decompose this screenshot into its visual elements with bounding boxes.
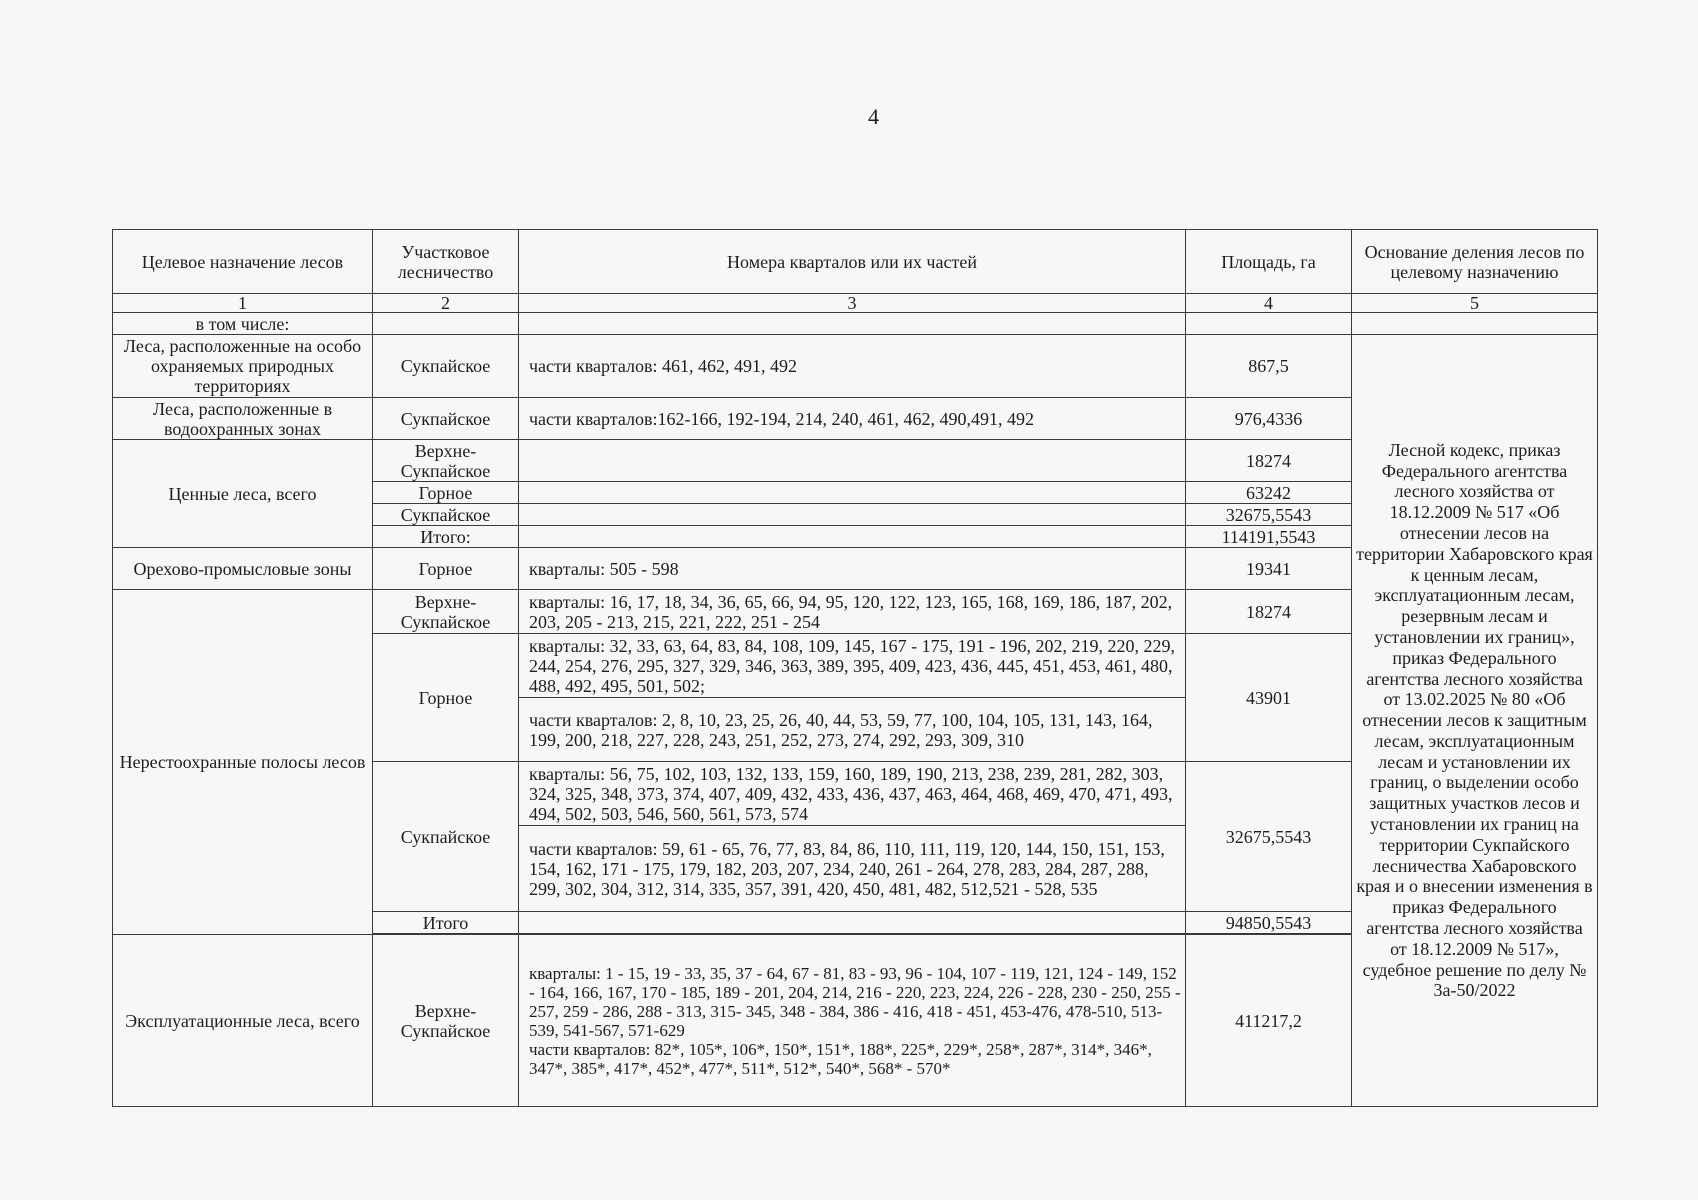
quarter-parts-list: части кварталов: 82*, 105*, 106*, 150*, 151*, 188*, 225*, 229*, 258*, 287*, 314*, 346*, 347*, 385*, 417*, 452*, 477*, 511*, 512*, 540*, 568* - 570* (529, 1039, 1152, 1078)
area-cell: 867,5 (1186, 335, 1352, 398)
purpose-cell: Ценные леса, всего (113, 440, 373, 548)
quarters-cell: части кварталов: 2, 8, 10, 23, 25, 26, 40, 44, 53, 59, 77, 100, 104, 105, 131, 143, 164, 199, 200, 218, 227, 228, 243, 251, 252, 273, 274, 292, 293, 309, 310 (519, 698, 1186, 762)
total-label: Итого: (373, 526, 519, 548)
purpose-cell: Эксплуатационные леса, всего (113, 935, 373, 1107)
area-cell: 18274 (1186, 440, 1352, 482)
col-number: 5 (1352, 294, 1598, 313)
area-cell: 411217,2 (1186, 935, 1352, 1107)
header-row (113, 230, 1598, 294)
purpose-cell: Леса, расположенные в водоохранных зонах (113, 398, 373, 440)
quarters-cell: кварталы: 32, 33, 63, 64, 83, 84, 108, 109, 145, 167 - 175, 191 - 196, 202, 219, 220, 229, 244, 254, 276, 295, 327, 329, 346, 363, 389, 395, 409, 423, 436, 445, 451, 453, 461, 480, 488, 492, 495, 501, 502; (519, 634, 1186, 698)
total-area: 94850,5543 (1186, 912, 1352, 934)
total-area: 114191,5543 (1186, 526, 1352, 548)
column-number-row (113, 294, 1598, 313)
quarters-cell: кварталы: 16, 17, 18, 34, 36, 65, 66, 94, 95, 120, 122, 123, 165, 168, 169, 186, 187, 202, 203, 205 - 213, 215, 221, 222, 251 - 254 (519, 590, 1186, 634)
forestry-cell: Сукпайское (373, 504, 519, 526)
header-quarters: Номера кварталов или их частей (519, 230, 1186, 294)
quarters-cell: части кварталов:162-166, 192-194, 214, 240, 461, 462, 490,491, 492 (519, 398, 1186, 440)
quarters-cell: части кварталов: 59, 61 - 65, 76, 77, 83, 84, 86, 110, 111, 119, 120, 144, 150, 151, 153, 154, 162, 171 - 175, 179, 182, 203, 207, 234, 240, 261 - 264, 278, 283, 284, 287, 288, 299, 302, 304, 312, 314, 335, 357, 391, 420, 450, 481, 482, 512,521 - 528, 535 (519, 826, 1186, 912)
area-cell: 19341 (1186, 548, 1352, 590)
forestry-cell: Сукпайское (373, 762, 519, 912)
header-area: Площадь, га (1186, 230, 1352, 294)
page-number: 4 (868, 104, 879, 129)
including-label: в том числе: (113, 313, 373, 335)
area-cell: 63242 (1186, 482, 1352, 504)
quarters-cell: кварталы: 56, 75, 102, 103, 132, 133, 159, 160, 189, 190, 213, 238, 239, 281, 282, 303, 324, 325, 348, 373, 374, 407, 409, 432, 433, 436, 437, 463, 464, 468, 469, 470, 471, 493, 494, 502, 503, 546, 560, 561, 573, 574 (519, 762, 1186, 826)
purpose-cell: Нерестоохранные полосы лесов (113, 590, 373, 935)
total-label: Итого (373, 912, 519, 934)
area-cell: 43901 (1186, 634, 1352, 762)
purpose-cell: Орехово-промысловые зоны (113, 548, 373, 590)
col-number: 2 (373, 294, 519, 313)
header-forestry: Участковое лесничество (373, 230, 519, 294)
quarters-cell: части кварталов: 461, 462, 491, 492 (519, 335, 1186, 398)
header-purpose: Целевое назначение лесов (113, 230, 373, 294)
quarters-cell (519, 935, 1186, 1107)
table-row (113, 335, 1598, 398)
area-cell: 976,4336 (1186, 398, 1352, 440)
forestry-cell: Горное (373, 548, 519, 590)
forestry-cell: Верхне-Сукпайское (373, 935, 519, 1107)
quarters-cell: кварталы: 505 - 598 (519, 548, 1186, 590)
forestry-cell: Верхне-Сукпайское (373, 590, 519, 634)
forestry-cell: Верхне-Сукпайское (373, 440, 519, 482)
forestry-cell: Горное (373, 482, 519, 504)
forestry-cell: Горное (373, 634, 519, 762)
area-cell: 18274 (1186, 590, 1352, 634)
col-number: 3 (519, 294, 1186, 313)
area-cell: 32675,5543 (1186, 504, 1352, 526)
forestry-cell: Сукпайское (373, 335, 519, 398)
table-row (113, 313, 1598, 335)
forestry-cell: Сукпайское (373, 398, 519, 440)
forest-purpose-table (112, 229, 1598, 1107)
col-number: 4 (1186, 294, 1352, 313)
quarters-list: кварталы: 1 - 15, 19 - 33, 35, 37 - 64, 67 - 81, 83 - 93, 96 - 104, 107 - 119, 121, 124 - 149, 152 - 164, 166, 167, 170 - 185, 189 - 201, 204, 214, 216 - 220, 223, 224, 226 - 228, 230 - 250, 255 - 257, 259 - 286, 288 - 313, 315- 345, 348 - 384, 386 - 416, 418 - 451, 453-476, 478-510, 513-539, 541-567, 571-629 (529, 963, 1181, 1040)
purpose-cell: Леса, расположенные на особо охраняемых природных территориях (113, 335, 373, 398)
header-basis: Основание деления лесов по целевому назначению (1352, 230, 1598, 294)
col-number: 1 (113, 294, 373, 313)
basis-cell: Лесной кодекс, приказ Федерального агентства лесного хозяйства от 18.12.2009 № 517 «Об отнесении лесов на территории Хабаровского края к ценным лесам, эксплуатационным лесам, резервным лесам и установлении их границ», приказ Федерального агентства лесного хозяйства от 13.02.2025 № 80 «Об отнесении лесов к защитным лесам, эксплуатационным лесам и установлении их границ, о выделении особо защитных участков лесов и установлении их границ на территории Сукпайского лесничества Хабаровского края и о внесении изменения в приказ Федерального агентства лесного хозяйства от 18.12.2009 № 517», судебное решение по делу № 3а-50/2022 (1352, 335, 1598, 1107)
area-cell: 32675,5543 (1186, 762, 1352, 912)
